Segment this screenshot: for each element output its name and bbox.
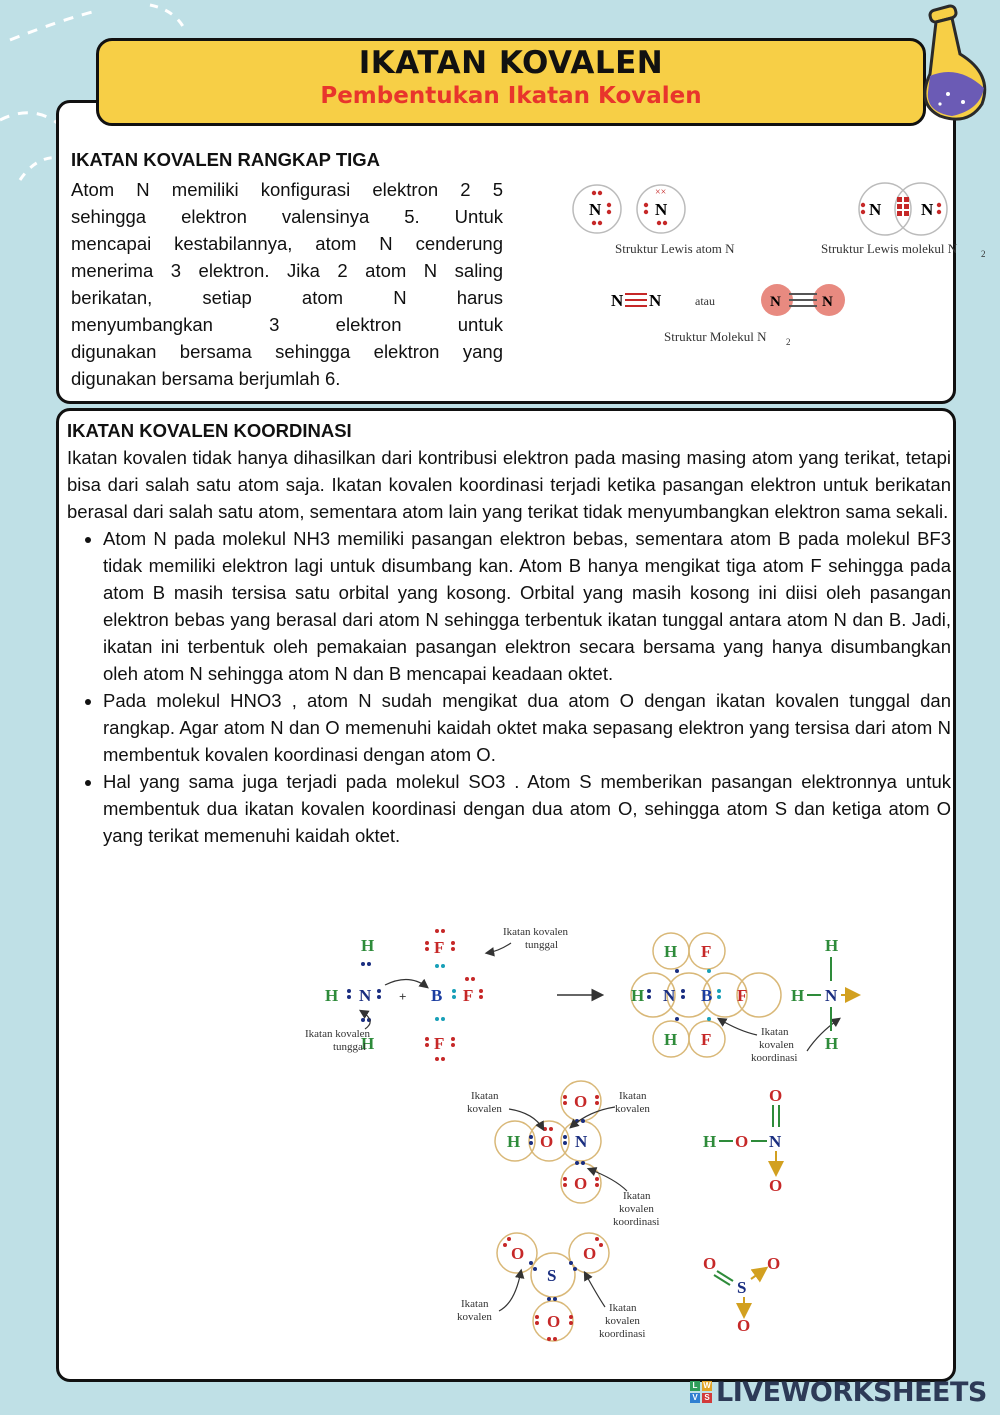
atom-o: O bbox=[547, 1312, 561, 1331]
atom-n: N bbox=[663, 986, 676, 1005]
atom-s: S bbox=[547, 1266, 557, 1285]
atom-f: F bbox=[701, 1030, 712, 1049]
section1-line: digunakan bersama sehingga elektron yang bbox=[71, 341, 503, 362]
atom-h: H bbox=[631, 986, 645, 1005]
atom-h: H bbox=[325, 986, 339, 1005]
section1-line: berikatan, setiap atom N harus bbox=[71, 287, 503, 308]
label-single-bond: Ikatan kovalen bbox=[503, 926, 569, 938]
atom-o: O bbox=[703, 1254, 717, 1273]
page-title: IKATAN KOVALEN bbox=[358, 45, 664, 81]
atom-h: H bbox=[361, 1034, 375, 1053]
atom-b: B bbox=[431, 986, 443, 1005]
atom-o: O bbox=[737, 1316, 751, 1335]
atom-o: O bbox=[511, 1244, 525, 1263]
label-single-bond: tunggal bbox=[333, 1041, 366, 1053]
flask-icon bbox=[918, 4, 998, 124]
label-single-bond: Ikatan kovalen bbox=[305, 1028, 371, 1040]
atom-label: N bbox=[869, 200, 882, 219]
section1-line: Atom N memiliki konfigurasi elektron 2 5 bbox=[71, 179, 503, 200]
atom-o: O bbox=[767, 1254, 781, 1273]
list-item: • Atom N pada molekul NH3 memiliki pasangan elektron bebas, sementara atom B pada molekul BF3 tidak memiliki elektron lagi untuk disumbang kan. Atom B hanya mengikat tiga atom F sehingga pada atom B masih tersisa satu orbital yang kosong. Orbital yang masih kosong ini diisi oleh pasangan elektron bebas yang berasal dari atom N sehingga terbentuk ikatan tunggal antara atom N dan B. Jadi, ikatan ini terbentuk oleh pemakaian pasangan elektron secara bersama yang hanya disumbangkan oleh atom N sehingga atom N dan B mencapai keadaan oktet. bbox=[103, 525, 951, 687]
atom-h: H bbox=[825, 1034, 839, 1053]
atom-label: N bbox=[649, 291, 662, 310]
section1-heading: IKATAN KOVALEN RANGKAP TIGA bbox=[71, 149, 381, 170]
section2-intro: Ikatan kovalen tidak hanya dihasilkan dari kontribusi elektron pada masing masing atom yang terikat, tetapi bisa dari salah satu atom saja. Ikatan kovalen koordinasi terjadi ketika pasangan elektron untuk berikatan berasal dari salah satu atom, sementara atom lain yang terikat tidak menyumbangkan elektron sama sekali. bbox=[67, 447, 951, 522]
atom-label: N bbox=[611, 291, 624, 310]
atom-o: O bbox=[583, 1244, 597, 1263]
label-covalent: Ikatan bbox=[619, 1090, 647, 1102]
section1-line: mencapai kestabilannya, atom N cenderung bbox=[71, 233, 503, 254]
caption-lewis-molecule: Struktur Lewis molekul N bbox=[821, 241, 958, 256]
atom-h: H bbox=[361, 936, 375, 955]
label-coordinate: koordinasi bbox=[751, 1052, 798, 1064]
atom-s: S bbox=[737, 1278, 747, 1297]
section2-bullet-list bbox=[67, 525, 951, 849]
label-coordinate: kovalen bbox=[619, 1203, 654, 1215]
label-covalent: kovalen bbox=[457, 1311, 492, 1323]
atom-o: O bbox=[735, 1132, 749, 1151]
footer-brand bbox=[690, 1376, 987, 1408]
list-item: • Hal yang sama juga terjadi pada molekul SO3 . Atom S memberikan pasangan elektronnya untuk membentuk dua ikatan kovalen koordinasi dengan dua atom O, sehingga atom S dan ketiga atom O yang terikat memenuhi kaidah oktet. bbox=[103, 768, 951, 849]
label-covalent: kovalen bbox=[615, 1103, 650, 1115]
label-coordinate: koordinasi bbox=[613, 1216, 660, 1228]
svg-text:××: ×× bbox=[655, 187, 667, 198]
atom-f: F bbox=[463, 986, 474, 1005]
atom-h: H bbox=[703, 1132, 717, 1151]
label-covalent: kovalen bbox=[467, 1103, 502, 1115]
logo-letter: W bbox=[703, 1381, 711, 1390]
caption-molecule: Struktur Molekul N bbox=[664, 329, 767, 344]
label-coordinate: Ikatan bbox=[609, 1302, 637, 1314]
atom-o: O bbox=[574, 1092, 588, 1111]
label-covalent: Ikatan bbox=[461, 1298, 489, 1310]
label-coordinate: kovalen bbox=[759, 1039, 794, 1051]
atom-f: F bbox=[701, 942, 712, 961]
atom-n: N bbox=[359, 986, 372, 1005]
atom-label: N bbox=[921, 200, 934, 219]
atom-label: N bbox=[655, 200, 668, 219]
atom-f: F bbox=[434, 938, 445, 957]
label-coordinate: Ikatan bbox=[623, 1190, 651, 1202]
atom-o: O bbox=[574, 1174, 588, 1193]
atom-n: N bbox=[575, 1132, 588, 1151]
atom-f: F bbox=[737, 986, 748, 1005]
atom-b: B bbox=[701, 986, 713, 1005]
n2-lewis-figure bbox=[549, 173, 986, 363]
coordinate-bond-figure bbox=[259, 923, 859, 1343]
label-coordinate: kovalen bbox=[605, 1315, 640, 1327]
atom-h: H bbox=[825, 936, 839, 955]
atom-h: H bbox=[791, 986, 805, 1005]
subscript-2: 2 bbox=[786, 337, 791, 347]
label-single-bond: tunggal bbox=[525, 939, 558, 951]
section1-line: sehingga elektron valensinya 5. Untuk bbox=[71, 206, 503, 227]
atom-n: N bbox=[769, 1132, 782, 1151]
atom-o: O bbox=[540, 1132, 554, 1151]
section1-body bbox=[71, 176, 503, 392]
atom-n: N bbox=[825, 986, 838, 1005]
title-banner bbox=[96, 38, 926, 126]
logo-letter: V bbox=[690, 1393, 700, 1403]
atau-label: atau bbox=[695, 294, 715, 308]
caption-lewis-atom: Struktur Lewis atom N bbox=[615, 241, 735, 256]
atom-label: N bbox=[589, 200, 602, 219]
atom-o: O bbox=[769, 1176, 783, 1195]
section1-line: menyumbangkan 3 elektron untuk bbox=[71, 314, 503, 335]
page-subtitle: Pembentukan Ikatan Kovalen bbox=[320, 83, 702, 109]
label-coordinate: Ikatan bbox=[761, 1026, 789, 1038]
atom-label: N bbox=[822, 294, 833, 310]
section-coordinate-bond bbox=[56, 408, 956, 1382]
logo-letter: S bbox=[702, 1393, 712, 1403]
logo-letter: L bbox=[690, 1381, 700, 1391]
atom-label: N bbox=[770, 294, 781, 310]
atom-h: H bbox=[664, 1030, 678, 1049]
atom-h: H bbox=[664, 942, 678, 961]
label-coordinate: koordinasi bbox=[599, 1328, 646, 1340]
list-item: • Pada molekul HNO3 , atom N sudah mengikat dua atom O dengan ikatan kovalen tunggal dan rangkap. Agar atom N dan O memenuhi kaidah oktet maka sepasang elektron yang tersisa dari atom N membentuk kovalen koordinasi dengan atom O. bbox=[103, 687, 951, 768]
section-triple-bond bbox=[56, 100, 986, 404]
section2-body bbox=[67, 417, 951, 849]
atom-f: F bbox=[434, 1034, 445, 1053]
atom-h: H bbox=[507, 1132, 521, 1151]
plus: + bbox=[399, 989, 407, 1004]
atom-o: O bbox=[769, 1086, 783, 1105]
section1-line: digunakan bersama berjumlah 6. bbox=[71, 368, 341, 389]
liveworksheets-logo-icon bbox=[690, 1381, 712, 1403]
subscript-2: 2 bbox=[981, 249, 986, 259]
label-covalent: Ikatan bbox=[471, 1090, 499, 1102]
brand-name[interactable]: LIVEWORKSHEETS bbox=[716, 1376, 987, 1408]
section2-heading: IKATAN KOVALEN KOORDINASI bbox=[67, 420, 352, 441]
section1-line: menerima 3 elektron. Jika 2 atom N saling bbox=[71, 260, 503, 281]
